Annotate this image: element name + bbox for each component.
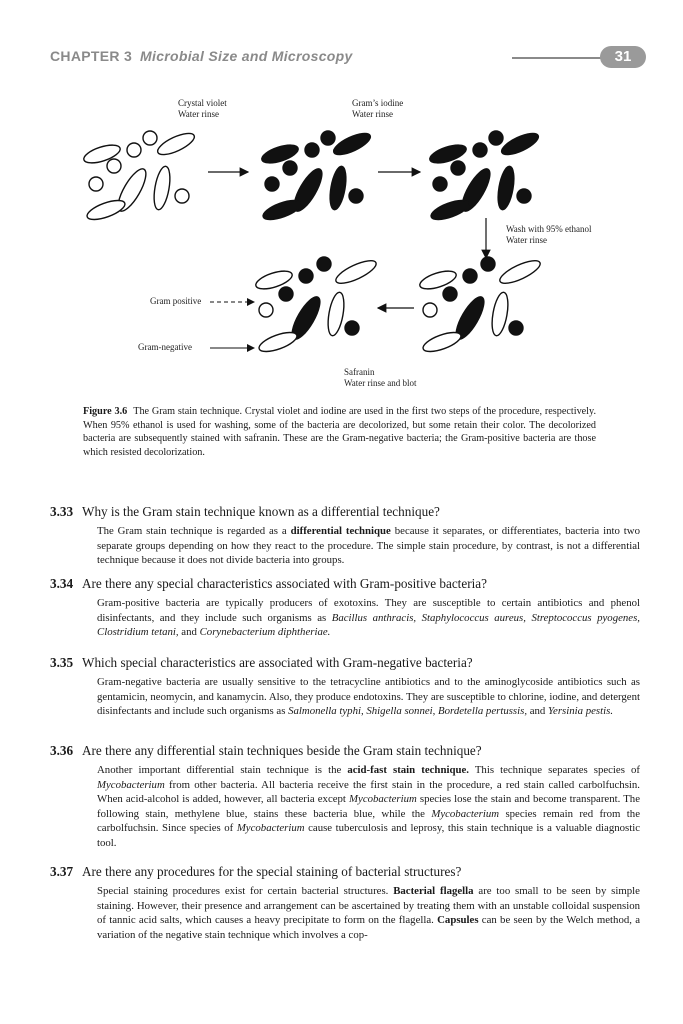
answer-term: Bacterial flagella xyxy=(393,885,474,897)
answer-text: This technique separates species of xyxy=(468,764,640,776)
answer-term: acid-fast stain technique. xyxy=(347,764,469,776)
answer-text: Gram-positive bacteria are typically producers of exotoxins. They are susceptible to certain antibiotics and phenol disinfectants, and they include such organisms as xyxy=(97,597,640,624)
question-block xyxy=(50,864,640,942)
question-block xyxy=(50,743,640,850)
answer-species: Mycobacterium xyxy=(236,822,305,834)
header-rule xyxy=(512,57,608,59)
label-crystal-violet: Crystal violet xyxy=(178,98,227,108)
cluster-unstained xyxy=(82,129,197,223)
question-text: Why is the Gram stain technique known as a differential technique? xyxy=(82,504,440,519)
question-number: 3.33 xyxy=(50,504,74,519)
answer xyxy=(97,524,640,568)
answer-text: Special staining procedures exist for certain bacterial structures. xyxy=(97,885,394,897)
answer-text: can be seen by the Welch method, a variation of the negative stain technique which involves a cop- xyxy=(97,914,640,941)
question xyxy=(50,504,640,520)
answer-species: Salmonella typhi, Shigella sonnei, Bordetella pertussis, xyxy=(288,705,528,717)
answer-text: because it separates, or differentiates, bacteria into two separate groups depending on how they react to the procedure. The simple stain procedure, by contrast, is not a differential technique because it does not divide bacteria into groups. xyxy=(97,525,640,566)
answer-species: Mycobacterium xyxy=(349,793,417,805)
answer xyxy=(97,763,640,850)
chapter-title: Microbial Size and Microscopy xyxy=(140,48,353,64)
answer-text: and xyxy=(178,626,200,638)
question xyxy=(50,743,640,759)
question-block xyxy=(50,576,640,640)
gram-stain-figure xyxy=(80,92,640,396)
answer xyxy=(97,596,640,640)
question-text: Are there any differential stain techniques beside the Gram stain technique? xyxy=(82,743,482,758)
answer-text: Another important differential stain technique is the xyxy=(97,764,348,776)
question-block xyxy=(50,655,640,719)
chapter-heading xyxy=(50,48,353,64)
page-header xyxy=(50,48,640,70)
figure-caption xyxy=(83,405,596,459)
cluster-crystal-violet xyxy=(260,129,373,223)
label-water-rinse-3: Water rinse xyxy=(506,235,548,245)
label-water-rinse-blot: Water rinse and blot xyxy=(344,378,417,388)
question-number: 3.34 xyxy=(50,576,74,591)
cluster-decolorized xyxy=(418,256,543,355)
answer-species: Yersinia pestis. xyxy=(548,705,614,717)
label-wash-ethanol: Wash with 95% ethanol xyxy=(506,224,592,234)
answer-species: Corynebacterium diphtheriae. xyxy=(199,626,331,638)
question-text: Which special characteristics are associated with Gram-negative bacteria? xyxy=(82,655,473,670)
answer-text: The Gram stain technique is regarded as a xyxy=(97,525,291,537)
label-water-rinse-2: Water rinse xyxy=(352,109,394,119)
question-number: 3.37 xyxy=(50,864,74,879)
answer-species: Bacillus anthracis, Staphylococcus aureus, Streptococcus pyogenes, Clostridium tetani, xyxy=(97,611,640,638)
cluster-safranin xyxy=(254,256,379,355)
question xyxy=(50,655,640,671)
question xyxy=(50,576,640,592)
question xyxy=(50,864,640,880)
answer-text: species remain red from the carbolfuchsin. Since species of xyxy=(97,807,640,834)
label-water-rinse-1: Water rinse xyxy=(178,109,220,119)
label-gram-negative: Gram-negative xyxy=(138,342,192,352)
question-text: Are there any special characteristics associated with Gram-positive bacteria? xyxy=(82,576,487,591)
label-gram-positive: Gram positive xyxy=(150,296,202,306)
answer-text: from other bacteria. All bacteria receive the first stain in the procedure, a red stain called carbolfuchsin. When acid-alcohol is added, however, all bacteria except xyxy=(97,778,640,805)
label-grams-iodine: Gram’s iodine xyxy=(352,98,404,108)
answer-text: species lose the stain and become transparent. The following stain, methylene blue, stains these bacteria blue, while the xyxy=(97,793,640,820)
caption-label: Figure 3.6 xyxy=(83,406,128,417)
answer xyxy=(97,675,640,719)
answer-text: and xyxy=(527,705,549,717)
answer-term: differential technique xyxy=(290,525,391,537)
question-number: 3.36 xyxy=(50,743,74,758)
question-text: Are there any procedures for the special staining of bacterial structures? xyxy=(82,864,462,879)
answer-text: Gram-negative bacteria are usually sensitive to the tetracycline antibiotics and to the aminoglycoside antibiotics such as gentamicin, neomycin, and kanamycin. Also, they produce endotoxins. They are susceptible to chlorine, iodine, and detergent disinfectants and include such organisms as xyxy=(97,676,640,717)
answer-text: are too small to be seen by simple staining. However, their presence and arrangement can be ascertained by treating them with an unstable colloidal suspension of tannic acid salts, which causes a heavy precipitate to form on the flagella. xyxy=(97,885,640,926)
answer-species: Mycobacterium xyxy=(97,778,165,791)
answer xyxy=(97,884,640,942)
question-number: 3.35 xyxy=(50,655,74,670)
answer-species: Mycobacterium xyxy=(431,807,500,820)
answer-term: Capsules xyxy=(437,914,479,926)
page-number-badge: 31 xyxy=(600,46,646,68)
chapter-number: CHAPTER 3 xyxy=(50,48,133,64)
cluster-iodine xyxy=(428,129,541,223)
answer-text: cause tuberculosis and leprosy, this stain technique is a valuable diagnostic tool. xyxy=(97,822,641,849)
label-safranin: Safranin xyxy=(344,367,375,377)
question-block xyxy=(50,504,640,568)
caption-text: The Gram stain technique. Crystal violet and iodine are used in the first two steps of the procedure, respectively. When 95% ethanol is used for washing, some of the bacteria are decolorized, but some retain their color. The decolorized bacteria are subsequently stained with safranin. These are the Gram-negative bacteria; the Gram-positive bacteria are those which resisted decolorization. xyxy=(83,406,596,458)
